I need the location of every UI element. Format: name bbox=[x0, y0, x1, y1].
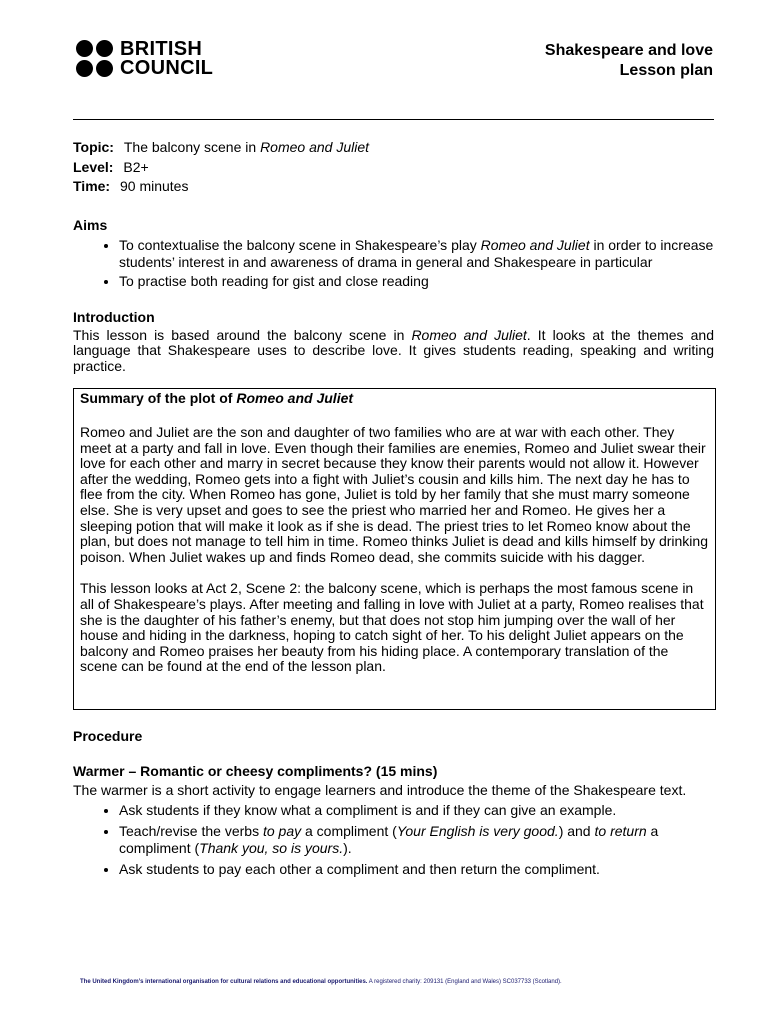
list-item: • Ask students to pay each other a compliment and then return the compliment. bbox=[119, 861, 714, 878]
plot-summary-box bbox=[73, 388, 716, 710]
level-row: Level: B2+ bbox=[73, 158, 149, 175]
list-item: • Ask students if they know what a compliment is and if they can give an example. bbox=[119, 802, 714, 819]
time-row: Time: 90 minutes bbox=[73, 178, 189, 194]
summary-paragraph: Romeo and Juliet are the son and daughter of two families who are at war with each other. They meet at a party and fall in love. Even though their families are enemies, Romeo and Juliet swear their love for each other and marry in secret because they know their parents would not allow it. However after the wedding, Romeo gets into a fight with Juliet’s cousin and kills him. The next day he has to flee from the city. When Romeo has gone, Juliet is told by her family that she must marry someone else. She is very upset and goes to see the priest who married her and Romeo. He gives her a sleeping potion that will make it look as if she is dead. The priest tries to let Romeo know about the plan, but does not manage to tell him in time. Romeo thinks Juliet is dead and kills himself by drinking poison. When Juliet wakes up and finds Romeo dead, she commits suicide with his dagger. bbox=[80, 424, 708, 565]
british-council-logo bbox=[76, 40, 213, 78]
list-item: • To practise both reading for gist and close reading bbox=[119, 273, 714, 290]
lesson-content bbox=[73, 139, 714, 878]
summary-paragraph: This lesson looks at Act 2, Scene 2: the balcony scene, which is perhaps the most famous scene in all of Shakespeare’s plays. After meeting and falling in love with Juliet at a party, Romeo realises that she is the daughter of his father’s enemy, but that does not stop him jumping over the wall of her house and hiding in the darkness, hoping to catch sight of her. To his delight Juliet appears on the balcony and Romeo praises her beauty from his hiding place. A contemporary translation of the scene can be found at the end of the lesson plan. bbox=[80, 580, 704, 675]
list-item: • To contextualise the balcony scene in Shakespeare’s play Romeo and Juliet in order to increase students’ interest in and awareness of drama in general and Shakespeare in particular bbox=[119, 237, 714, 271]
logo-text: BRITISH COUNCIL bbox=[120, 38, 214, 79]
document-title: Shakespeare and love Lesson plan bbox=[544, 42, 713, 79]
logo-dots-icon bbox=[76, 40, 114, 78]
warmer-intro: The warmer is a short activity to engage learners and introduce the theme of the Shakespeare text. bbox=[73, 782, 687, 798]
footer-note: The United Kingdom’s international organisation for cultural relations and educational opportunities. A registered charity: 209131 (England and Wales) SC037733 (Scotland). bbox=[80, 979, 562, 985]
header-divider bbox=[73, 119, 714, 120]
aims-heading: Aims bbox=[73, 216, 108, 233]
introduction-heading: Introduction bbox=[73, 308, 155, 325]
aims-list bbox=[73, 237, 714, 290]
introduction-text: This lesson is based around the balcony scene in Romeo and Juliet. It looks at the themes and language that Shakespeare uses to describe love. It gives students reading, speaking and writing practice. bbox=[73, 326, 714, 374]
topic-row: Topic: The balcony scene in Romeo and Juliet bbox=[73, 139, 370, 155]
list-item: • Teach/revise the verbs to pay a compliment (Your English is very good.) and to return a compliment (Thank you, so is yours.). bbox=[119, 823, 714, 857]
procedure-heading: Procedure bbox=[73, 728, 143, 744]
warmer-steps bbox=[73, 802, 714, 878]
warmer-heading: Warmer – Romantic or cheesy compliments? (15 mins) bbox=[73, 763, 438, 779]
summary-heading: Summary of the plot of Romeo and Juliet bbox=[80, 390, 354, 406]
